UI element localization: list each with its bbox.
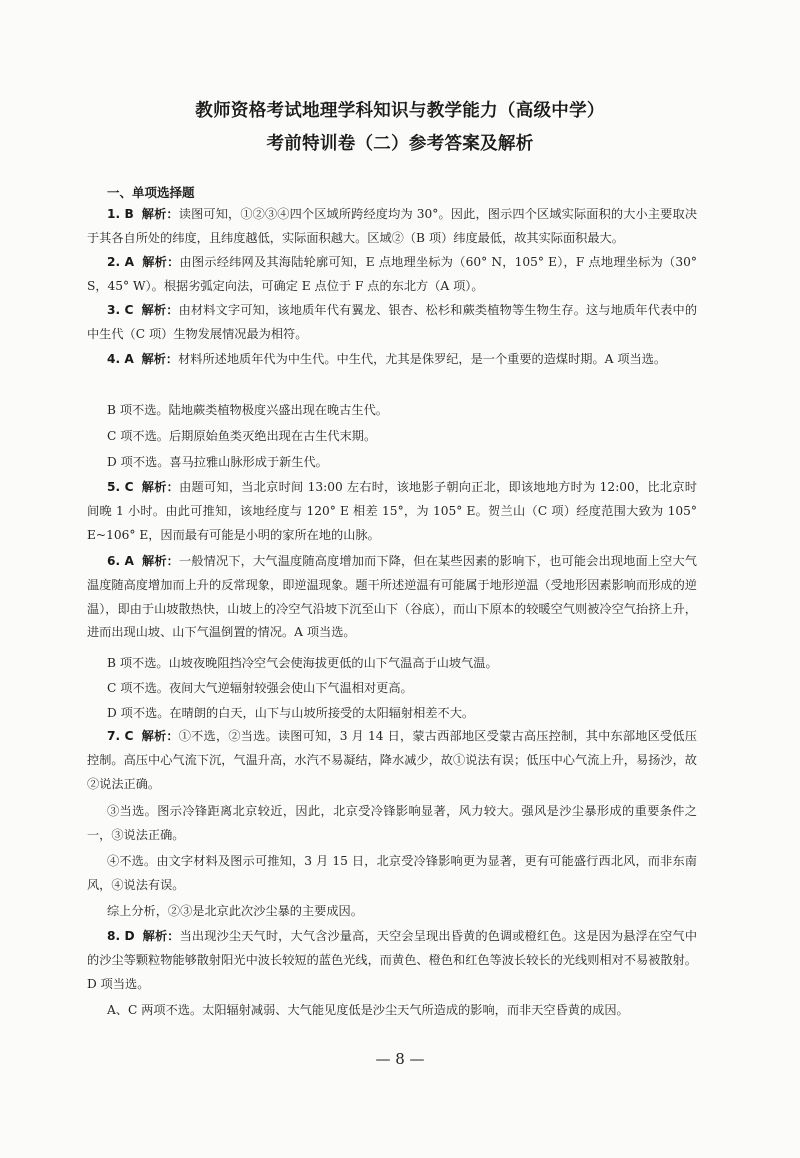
answer-6	[87, 550, 697, 645]
page-number: — 8 —	[375, 1050, 425, 1068]
answer-3-number: 3. C	[107, 303, 134, 317]
answer-7-point-3: ③当选。图示冷锋距离北京较近，因此，北京受冷锋影响显著，风力较大。强风是沙尘暴形成的重要条件之一，③说法正确。	[87, 804, 697, 842]
answer-4-option-d: D 项不选。喜马拉雅山脉形成于新生代。	[107, 455, 328, 469]
answer-3	[87, 299, 697, 347]
answer-7-summary: 综上分析，②③是北京此次沙尘暴的主要成因。	[107, 904, 363, 918]
answer-5-label: 解析：	[141, 480, 180, 494]
answer-6-label: 解析：	[141, 554, 179, 568]
answer-7-number: 7. C	[107, 729, 134, 743]
answer-4-text: 材料所述地质年代为中生代。中生代，尤其是侏罗纪，是一个重要的造煤时期。A 项当选。	[178, 352, 667, 366]
answer-2-text: 由图示经纬网及其海陆轮廓可知，E 点地理坐标为（60° N，105° E），F 点地理坐标为（30° S，45° W）。根据劣弧定向法，可确定 E 点位于 F 点的东北方（A 项）。	[87, 255, 698, 293]
document-subtitle: 考前特训卷（二）参考答案及解析	[266, 134, 534, 154]
answer-1-label: 解析：	[141, 207, 179, 221]
answer-5-text: 由题可知，当北京时间 13:00 左右时，该地影子朝向正北，即该地地方时为 12:00，比北京时间晚 1 小时。由此可推知，该地经度与 120° E 相差 15°，为 105° E。贺兰山（C 项）经度范围大致为 105° E~106° E，因而最有可能是小明的家所在地的山脉。	[87, 480, 697, 542]
answer-4-label: 解析：	[141, 352, 179, 366]
answer-6-option-d: D 项不选。在晴朗的白天，山下与山坡所接受的太阳辐射相差不大。	[107, 706, 475, 720]
answer-8-label: 解析：	[142, 929, 180, 943]
answer-4-option-b: B 项不选。陆地蕨类植物极度兴盛出现在晚古生代。	[107, 403, 388, 417]
document-title: 教师资格考试地理学科知识与教学能力（高级中学）	[195, 101, 605, 121]
answer-3-text: 由材料文字可知，该地质年代有翼龙、银杏、松杉和蕨类植物等生物生存。这与地质年代表中的中生代（C 项）生物发展情况最为相符。	[87, 303, 698, 341]
answer-7-text: ①不选，②当选。读图可知，3 月 14 日，蒙古西部地区受蒙古高压控制，其中东部地区受低压控制。高压中心气流下沉，气温升高，水汽不易凝结，降水减少，故①说法有误；低压中心气流上升，易扬沙，故②说法正确。	[87, 729, 697, 791]
answer-5-number: 5. C	[107, 480, 134, 494]
answer-4	[87, 348, 697, 372]
answer-8-text: 当出现沙尘天气时，大气含沙量高，天空会呈现出昏黄的色调或橙红色。这是因为悬浮在空气中的沙尘等颗粒物能够散射阳光中波长较短的蓝色光线，而黄色、橙色和红色等波长较长的光线则相对不易被散射。D 项当选。	[87, 929, 698, 991]
section-heading: 一、单项选择题	[107, 185, 195, 200]
answer-7-label: 解析：	[141, 729, 179, 743]
answer-4-option-c: C 项不选。后期原始鱼类灭绝出现在古生代末期。	[107, 429, 377, 443]
answer-4-number: 4. A	[107, 352, 134, 366]
answer-1-text: 读图可知，①②③④四个区域所跨经度均为 30°。因此，图示四个区域实际面积的大小主要取决于其各自所处的纬度，且纬度越低，实际面积越大。区域②（B 项）纬度最低，故其实际面积最大。	[87, 207, 698, 245]
answer-1-number: 1. B	[107, 207, 134, 221]
answer-5	[87, 476, 697, 547]
answer-3-label: 解析：	[141, 303, 179, 317]
answer-2-number: 2. A	[107, 255, 135, 269]
answer-2	[87, 251, 697, 299]
answer-6-option-c: C 项不选。夜间大气逆辐射较强会使山下气温相对更高。	[107, 681, 413, 695]
answer-2-label: 解析：	[142, 255, 180, 269]
answer-8	[87, 925, 697, 996]
answer-8-number: 8. D	[107, 929, 135, 943]
answer-1	[87, 203, 697, 251]
answer-6-number: 6. A	[107, 554, 134, 568]
answer-6-text: 一般情况下，大气温度随高度增加而下降，但在某些因素的影响下，也可能会出现地面上空大气温度随高度增加而上升的反常现象，即逆温现象。题干所述逆温有可能属于地形逆温（受地形因素影响而形成的逆温），即由于山坡散热快，山坡上的冷空气沿坡下沉至山下（谷底），而山下原本的较暖空气则被冷空气抬挤上升，进而出现山坡、山下气温倒置的情况。A 项当选。	[87, 554, 697, 640]
answer-7-point-4: ④不选。由文字材料及图示可推知，3 月 15 日，北京受冷锋影响更为显著，更有可能盛行西北风，而非东南风，④说法有误。	[87, 854, 697, 892]
answer-8-options-a-c: A、C 两项不选。太阳辐射减弱、大气能见度低是沙尘天气所造成的影响，而非天空昏黄的成因。	[107, 1003, 629, 1017]
answer-6-option-b: B 项不选。山坡夜晚阻挡冷空气会使海拔更低的山下气温高于山坡气温。	[107, 656, 498, 670]
answer-7	[87, 725, 697, 796]
